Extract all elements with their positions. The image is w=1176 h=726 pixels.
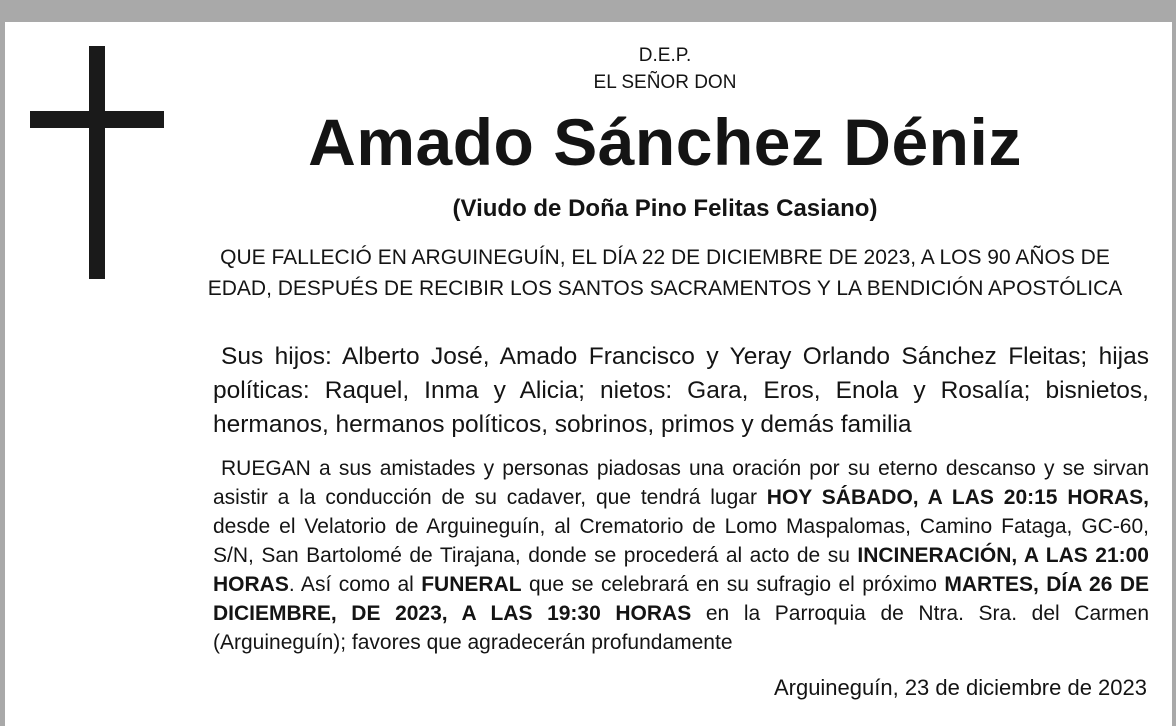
request-text-1: RUEGAN a sus amistades y personas piadosas una oración por su eterno descanso y se sirvan asistir a la conducción de su cadaver, que tendrá lugar bbox=[213, 457, 1149, 509]
request-text-5: en la Parroquia de Ntra. Sra. del Carmen (Arguineguín); favores que agradecerán profundamente bbox=[213, 602, 1149, 654]
request-bold-1: HOY SÁBADO, A LAS 20:15 HORAS, bbox=[766, 486, 1149, 509]
request-text-2: desde el Velatorio de Arguineguín, al Crematorio de Lomo Maspalomas, Camino Fataga, GC-60, S/N, San Bartolomé de Tirajana, donde se procederá al acto de su bbox=[213, 515, 1149, 567]
request-bold-2: INCINERACIÓN, A LAS 21:00 HORAS bbox=[213, 544, 1149, 596]
funeral-request bbox=[213, 454, 1149, 657]
request-bold-3: FUNERAL bbox=[421, 573, 522, 596]
death-notice: QUE FALLECIÓ EN ARGUINEGUÍN, EL DÍA 22 DE DICIEMBRE DE 2023, A LOS 90 AÑOS DE EDAD, DESPUÉS DE RECIBIR LOS SANTOS SACRAMENTOS Y LA BENDICIÓN APOSTÓLICA bbox=[207, 246, 1123, 300]
cross-horizontal-bar bbox=[30, 111, 164, 128]
family-list: Sus hijos: Alberto José, Amado Francisco y Yeray Orlando Sánchez Fleitas; hijas políticas: Raquel, Inma y Alicia; nietos: Gara, Eros, Enola y Rosalía; bisnietos, hermanos, hermanos políticos, sobrinos, primos y demás familia bbox=[213, 343, 1149, 438]
deceased-name: Amado Sánchez Déniz bbox=[308, 105, 1022, 179]
request-text-4: que se celebrará en su sufragio el próximo bbox=[521, 573, 945, 596]
title-line: EL SEÑOR DON bbox=[593, 72, 737, 93]
request-bold-4: MARTES, DÍA 26 DE DICIEMBRE, DE 2023, A LAS 19:30 HORAS bbox=[213, 573, 1149, 625]
place-date: Arguineguín, 23 de diciembre de 2023 bbox=[773, 675, 1147, 700]
widower-line: (Viudo de Doña Pino Felitas Casiano) bbox=[452, 195, 878, 222]
cross-vertical-bar bbox=[89, 46, 105, 279]
request-text-3: . Así como al bbox=[288, 573, 422, 596]
dep-heading: D.E.P. bbox=[638, 45, 692, 66]
obituary-card bbox=[5, 22, 1172, 726]
